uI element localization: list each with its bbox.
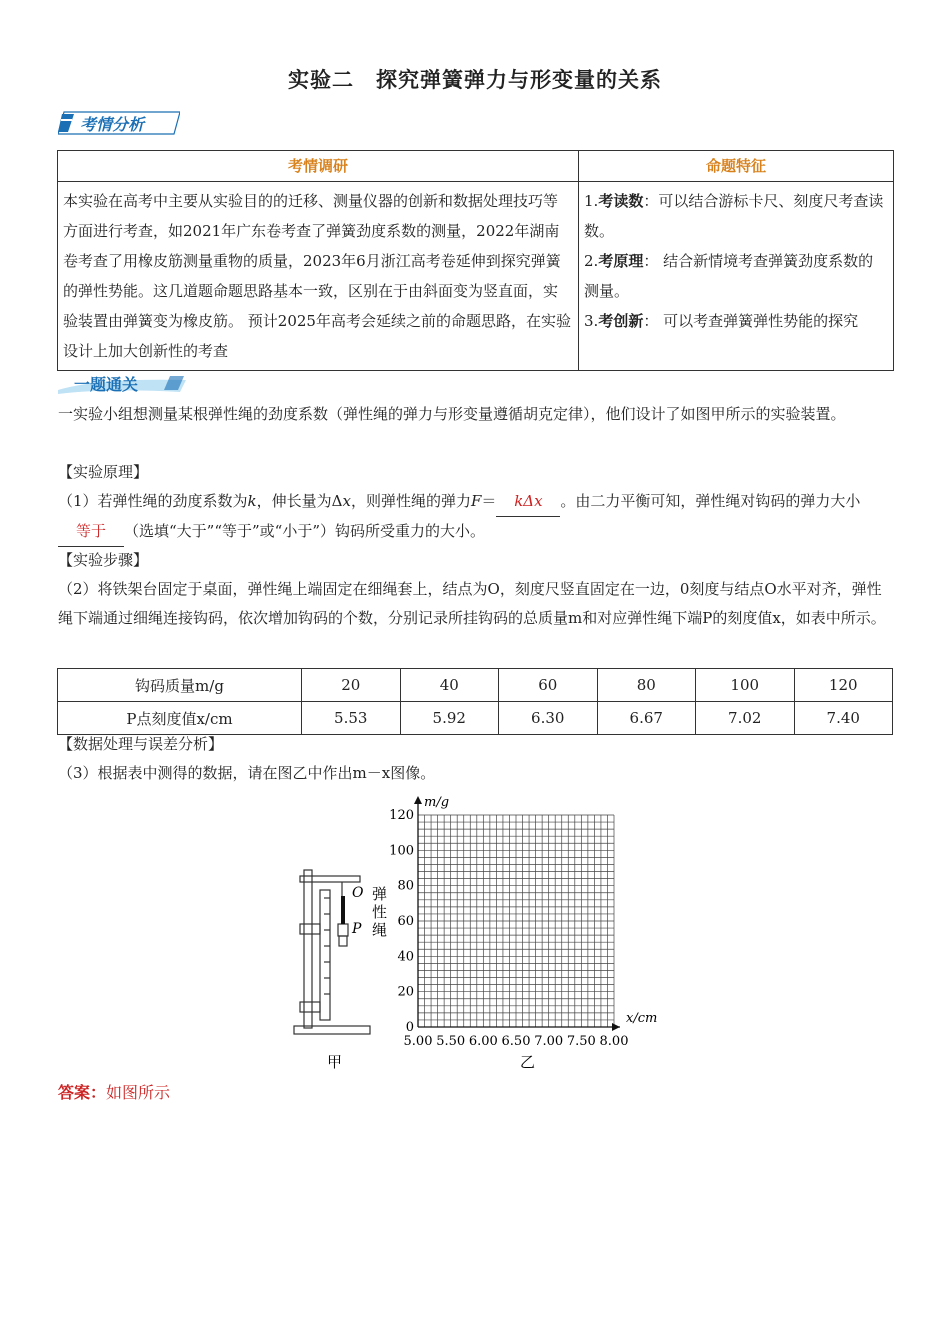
y-axis-label: m/g xyxy=(424,795,450,810)
x-tick-label: 7.50 xyxy=(566,1034,596,1049)
y-tick-label: 0 xyxy=(405,1020,414,1035)
feature-item: 1.考读数：可以结合游标卡尺、刻度尺考查读数。 xyxy=(584,192,884,240)
position-cell: 5.92 xyxy=(400,702,499,735)
answer-line xyxy=(58,1080,170,1103)
position-cell: 7.40 xyxy=(794,702,893,735)
heading-steps: 【实验步骤】 xyxy=(58,551,149,569)
x-tick-label: 5.50 xyxy=(436,1034,466,1049)
question-3: （3）根据表中测得的数据，请在图乙中作出m－x图像。 xyxy=(58,764,436,782)
mass-cell: 120 xyxy=(794,669,893,702)
heading-analysis: 【数据处理与误差分析】 xyxy=(58,735,224,753)
figure-apparatus-and-grid xyxy=(290,790,670,1075)
mass-cell: 100 xyxy=(696,669,795,702)
x-tick-label: 6.50 xyxy=(501,1034,531,1049)
feature-item: 2.考原理： 结合新情境考查弹簧劲度系数的测量。 xyxy=(584,252,874,300)
mass-cell: 80 xyxy=(597,669,696,702)
analysis-table xyxy=(57,150,894,371)
figure-label-left: 甲 xyxy=(327,1053,343,1071)
mass-cell: 60 xyxy=(499,669,598,702)
data-table xyxy=(57,668,893,735)
position-cell: 6.67 xyxy=(597,702,696,735)
answer-text: 如图所示 xyxy=(106,1083,171,1102)
answer-blank-2: 等于 xyxy=(58,517,124,547)
y-tick-label: 80 xyxy=(397,878,414,894)
question-2: （2）将铁架台固定于桌面，弹性绳上端固定在细绳套上，结点为O，刻度尺竖直固定在一边，0刻度与结点O水平对齐，弹性绳下端通过细绳连接钩码，依次增加钩码的个数，分别记录所挂钩码的总质量m和对应弹性绳下端P的刻度值x，如表中所示。 xyxy=(58,580,886,627)
table-row xyxy=(58,669,893,702)
y-tick-label: 20 xyxy=(397,984,414,1000)
y-tick-label: 100 xyxy=(389,843,414,859)
x-tick-label: 8.00 xyxy=(599,1034,629,1049)
graph-grid xyxy=(389,795,657,1071)
label-P: P xyxy=(352,921,362,937)
answer-label: 答案： xyxy=(58,1083,107,1102)
answer-blank-1: kΔx xyxy=(496,487,560,517)
y-tick-label: 40 xyxy=(397,949,414,965)
x-axis-label: x/cm xyxy=(626,1011,658,1026)
mass-cell: 40 xyxy=(400,669,499,702)
position-cell: 7.02 xyxy=(696,702,795,735)
x-tick-label: 7.00 xyxy=(534,1034,564,1049)
mass-cell: 20 xyxy=(302,669,401,702)
heading-principle: 【实验原理】 xyxy=(58,463,149,481)
page-title: 实验二 探究弹簧弹力与形变量的关系 xyxy=(288,68,662,92)
intro-paragraph: 一实验小组想测量某根弹性绳的劲度系数（弹性绳的弹力与形变量遵循胡克定律），他们设计了如图甲所示的实验装置。 xyxy=(58,405,846,423)
x-tick-label: 6.00 xyxy=(468,1034,498,1049)
question-1: （1）若弹性绳的劲度系数为k，伸长量为Δx，则弹性绳的弹力F＝ kΔx 。由二力平衡可知，弹性绳对钩码的弹力大小等于 （选填“大于”“等于”或“小于”）钩码所受重力的大小。 xyxy=(58,487,894,547)
features-list xyxy=(579,182,894,371)
position-cell: 5.53 xyxy=(302,702,401,735)
y-tick-label: 120 xyxy=(389,808,414,823)
label-O: O xyxy=(352,885,364,901)
rope-label-char: 绳 xyxy=(372,921,388,939)
row-label-mass: 钩码质量m/g xyxy=(58,669,302,702)
survey-text: 本实验在高考中主要从实验目的的迁移、测量仪器的创新和数据处理技巧等方面进行考查，如2021年广东卷考查了弹簧劲度系数的测量，2022年湖南卷考查了用橡皮筋测量重物的质量，2023年6月浙江高考卷延伸到探究弹簧的弹性势能。这几道题命题思路基本一致，区别在于由斜面变为竖直面，实验装置由弹簧变为橡皮筋。 预计2025年高考会延续之前的命题思路，在实验设计上加大创新性的考查 xyxy=(58,182,579,371)
x-tick-label: 5.00 xyxy=(403,1034,433,1049)
section-badge-question-label: 一题通关 xyxy=(74,375,139,394)
row-label-position: P点刻度值x/cm xyxy=(58,702,302,735)
table-header-survey: 考情调研 xyxy=(58,151,579,182)
figure-label-right: 乙 xyxy=(520,1053,536,1071)
y-tick-label: 60 xyxy=(397,914,414,929)
section-badge-analysis-label: 考情分析 xyxy=(80,115,145,134)
table-header-features: 命题特征 xyxy=(579,151,894,182)
rope-label-char: 弹 xyxy=(372,885,388,903)
position-cell: 6.30 xyxy=(499,702,598,735)
rope-label-char: 性 xyxy=(372,903,388,921)
feature-item: 3.考创新： 可以考查弹簧弹性势能的探究 xyxy=(584,312,859,330)
